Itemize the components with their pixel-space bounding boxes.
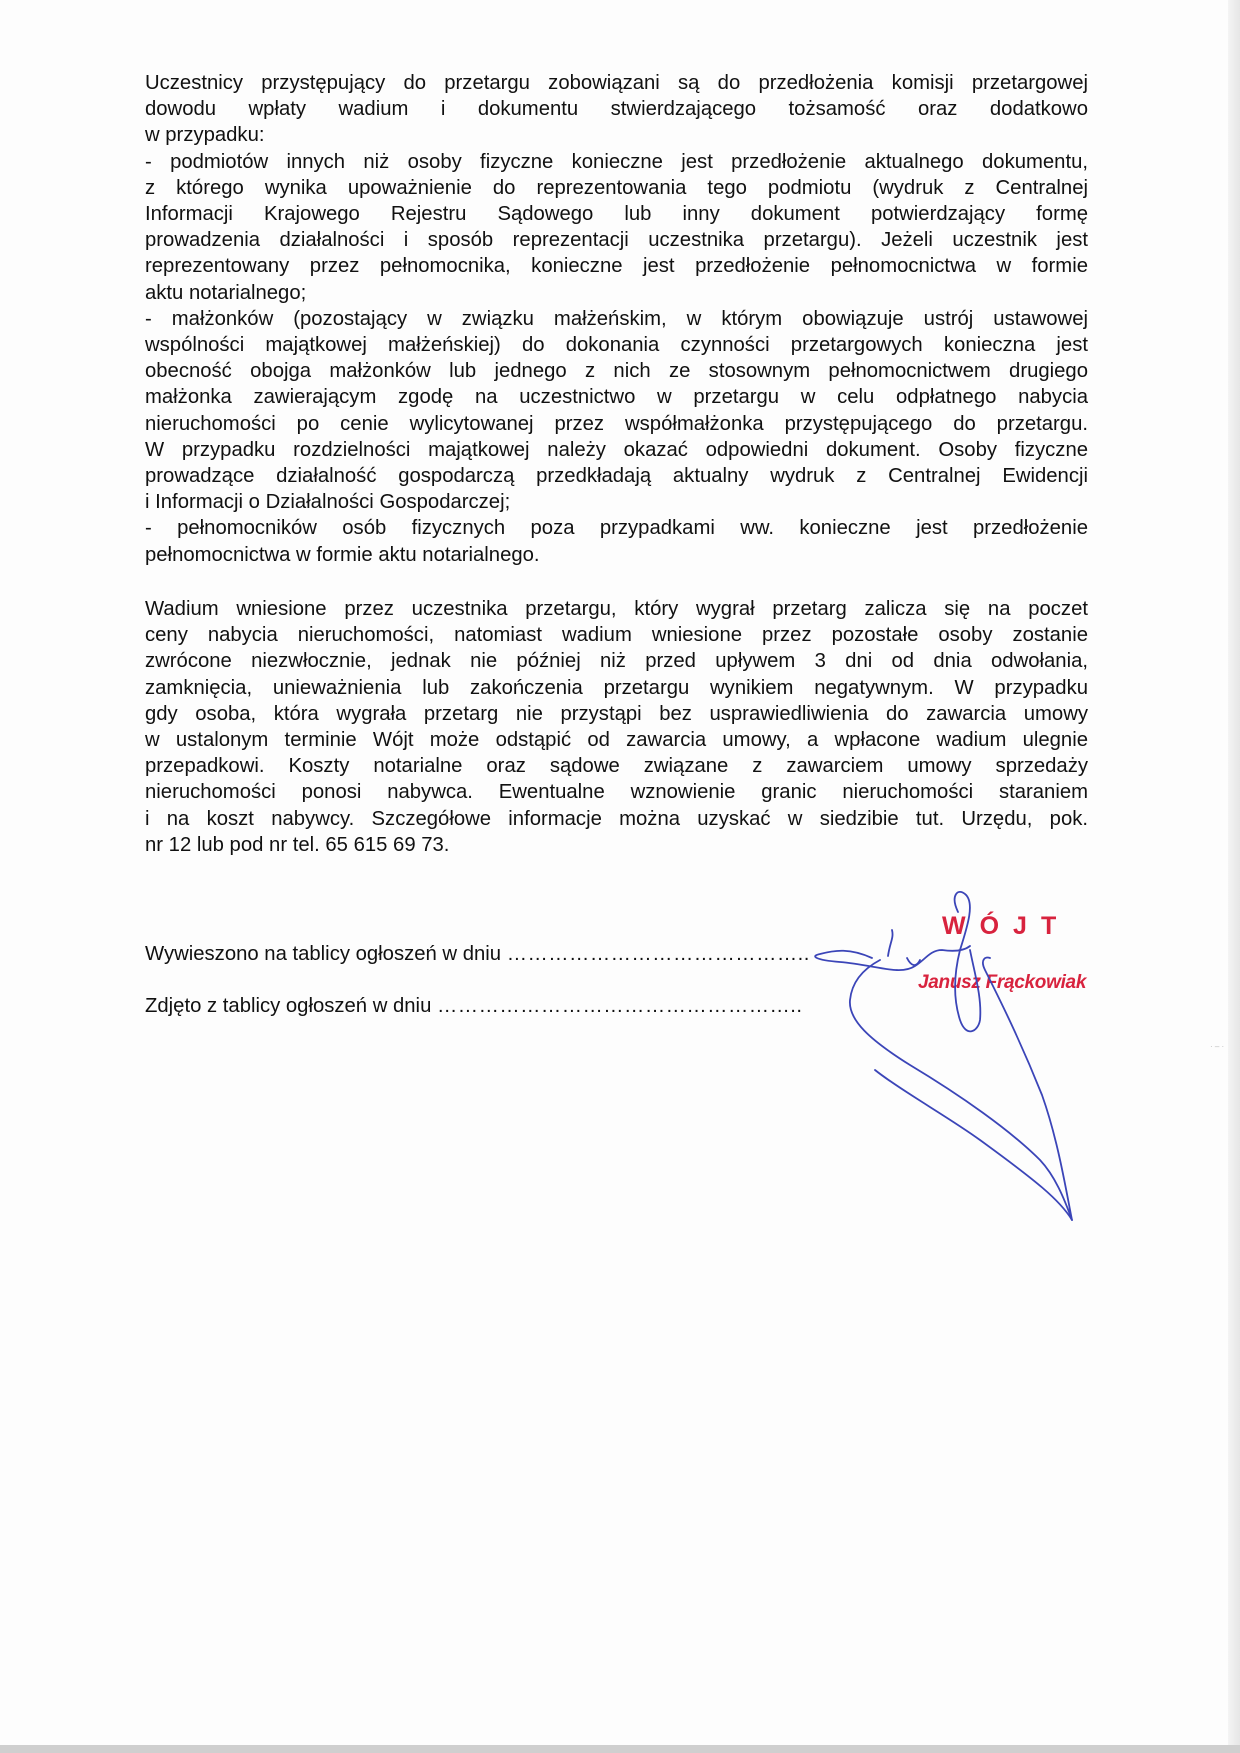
text-line: - podmiotów innych niż osoby fizyczne konieczne jest przedłożenie aktualnego dokumentu, (145, 150, 1088, 173)
signature-return-stroke (875, 1070, 1072, 1220)
text-line: z którego wynika upoważnienie do reprezentowania tego podmiotu (wydruk z Centralnej (145, 176, 1088, 199)
text-line: reprezentowany przez pełnomocnika, konieczne jest przedłożenie pełnomocnictwa w formie (145, 255, 1088, 278)
signature-small-tick (888, 930, 920, 965)
posted-on-board-line (145, 941, 810, 967)
removed-from-board-label: Zdjęto z tablicy ogłoszeń w dniu (145, 995, 432, 1017)
removed-from-board-line (145, 993, 803, 1019)
text-line: Wadium wniesione przez uczestnika przetargu, który wygrał przetarg zalicza się na poczet (145, 598, 1088, 620)
text-line: ceny nabycia nieruchomości, natomiast wadium wniesione przez pozostałe osoby zostanie (145, 624, 1088, 647)
scan-edge-bottom (0, 1745, 1240, 1753)
text-line: pełnomocnictwa w formie aktu notarialnego. (145, 543, 540, 566)
text-line: nieruchomości ponosi nabywca. Ewentualne wznowienie granic nieruchomości staraniem (145, 781, 1088, 804)
deposit-terms-paragraph (145, 596, 1088, 858)
stamp-official-name: Janusz Frąckowiak (918, 972, 1087, 993)
handwritten-signature (780, 880, 1100, 1240)
text-line: w ustalonym terminie Wójt może odstąpić od zawarcia umowy, a wpłacone wadium ulegnie (145, 729, 1088, 752)
text-line: prowadzenia działalności i sposób reprezentacji uczestnika przetargu). Jeżeli uczestnik jest (145, 229, 1088, 252)
text-line: nieruchomości po cenie wylicytowanej przez współmałżonka przystępującego do przetargu. (145, 412, 1088, 435)
scan-edge-right (1228, 0, 1240, 1753)
text-line: nr 12 lub pod nr tel. 65 615 69 73. (145, 833, 450, 856)
text-line: obecność obojga małżonków lub jednego z nich ze stosownym pełnomocnictwem drugiego (145, 360, 1088, 383)
text-line: przepadkowi. Koszty notarialne oraz sądowe związane z zawarciem umowy sprzedaży (145, 755, 1088, 778)
removed-date-blank: …………………………………………….. (437, 995, 803, 1017)
text-line: aktu notarialnego; (145, 281, 307, 304)
text-line: dowodu wpłaty wadium i dokumentu stwierdzającego tożsamość oraz dodatkowo (145, 98, 1088, 121)
signature-upper-loop (815, 946, 970, 970)
signature-vertical-loop (955, 892, 981, 1031)
text-line: - małżonków (pozostający w związku małżeńskim, w którym obowiązuje ustrój ustawowej (145, 307, 1088, 330)
scan-smudge: · – · (1210, 1042, 1225, 1051)
text-line: zwrócone niezwłocznie, jednak nie później niż przed upływem 3 dni od dnia odwołania, (145, 650, 1088, 673)
text-line: prowadzące działalność gospodarczą przedkładają aktualny wydruk z Centralnej Ewidencji (145, 465, 1088, 488)
posted-date-blank: …………………………………….. (506, 943, 810, 965)
text-line: gdy osoba, która wygrała przetarg nie przystąpi bez usprawiedliwienia do zawarcia umowy (145, 702, 1088, 725)
stamp-office-title: WÓJT (942, 912, 1071, 940)
text-line: W przypadku rozdzielności majątkowej należy okazać odpowiedni dokument. Osoby fizyczne (145, 438, 1088, 461)
text-line: Uczestnicy przystępujący do przetargu zobowiązani są do przedłożenia komisji przetargowej (145, 72, 1088, 94)
text-line: Informacji Krajowego Rejestru Sądowego lub inny dokument potwierdzający formę (145, 203, 1088, 226)
text-line: małżonka zawierającym zgodę na uczestnictwo w przetargu w celu odpłatnego nabycia (145, 386, 1088, 409)
posted-on-board-label: Wywieszono na tablicy ogłoszeń w dniu (145, 943, 502, 965)
text-line: w przypadku: (145, 124, 265, 147)
text-line: zamknięcia, unieważnienia lub zakończenia przetargu wynikiem negatywnym. W przypadku (145, 676, 1088, 699)
signature-long-stroke (850, 958, 1072, 1221)
participants-requirements-paragraph (145, 70, 1088, 568)
text-line: i na koszt nabywcy. Szczegółowe informacje można uzyskać w siedzibie tut. Urzędu, pok. (145, 807, 1088, 830)
text-line: wspólności majątkowej małżeńskiej) do dokonania czynności przetargowych konieczna jest (145, 334, 1088, 357)
text-line: - pełnomocników osób fizycznych poza przypadkami ww. konieczne jest przedłożenie (145, 517, 1088, 540)
text-line: i Informacji o Działalności Gospodarczej; (145, 491, 511, 514)
